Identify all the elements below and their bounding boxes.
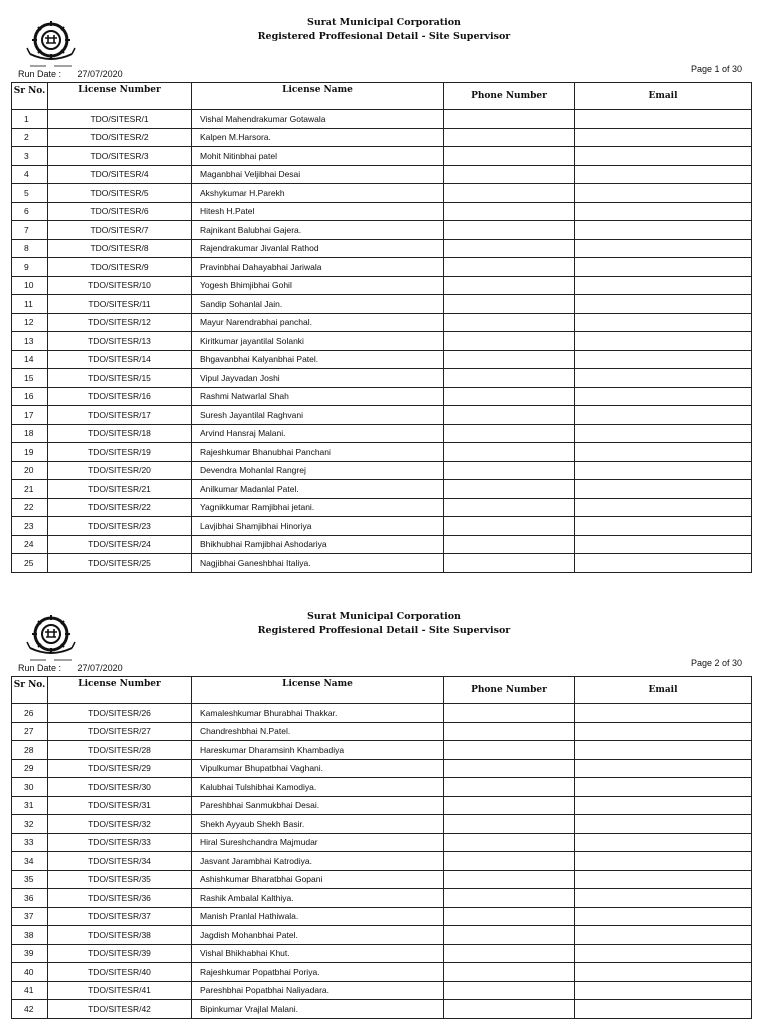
license-number-cell: TDO/SITESR/17	[48, 406, 192, 425]
table-row	[12, 759, 752, 778]
table-row	[12, 184, 752, 203]
phone-cell	[444, 535, 575, 554]
table-row	[12, 889, 752, 908]
license-number-cell: TDO/SITESR/29	[48, 759, 192, 778]
email-cell	[575, 332, 752, 351]
email-cell	[575, 796, 752, 815]
sr-cell: 1	[12, 110, 48, 129]
email-cell	[575, 424, 752, 443]
phone-cell	[444, 276, 575, 295]
license-name-cell: Rajeshkumar Bhanubhai Panchani	[192, 443, 444, 462]
phone-cell	[444, 498, 575, 517]
sr-cell: 23	[12, 517, 48, 536]
run-date-label: Run Date :	[18, 69, 62, 79]
license-number-cell: TDO/SITESR/14	[48, 350, 192, 369]
sr-cell: 5	[12, 184, 48, 203]
table-row	[12, 295, 752, 314]
col-header-sr-no: Sr No.	[12, 677, 48, 704]
sr-cell: 27	[12, 722, 48, 741]
table-row	[12, 443, 752, 462]
license-name-cell: Hitesh H.Patel	[192, 202, 444, 221]
email-cell	[575, 815, 752, 834]
table-row	[12, 778, 752, 797]
phone-cell	[444, 833, 575, 852]
table-row	[12, 221, 752, 240]
sr-cell: 7	[12, 221, 48, 240]
sr-cell: 32	[12, 815, 48, 834]
email-cell	[575, 313, 752, 332]
license-name-cell: Hareskumar Dharamsinh Khambadiya	[192, 741, 444, 760]
email-cell	[575, 350, 752, 369]
email-cell	[575, 944, 752, 963]
license-name-cell: Rajeshkumar Popatbhai Poriya.	[192, 963, 444, 982]
sr-cell: 37	[12, 907, 48, 926]
phone-cell	[444, 110, 575, 129]
sr-cell: 38	[12, 926, 48, 945]
license-number-cell: TDO/SITESR/11	[48, 295, 192, 314]
table-row	[12, 165, 752, 184]
license-number-cell: TDO/SITESR/35	[48, 870, 192, 889]
email-cell	[575, 147, 752, 166]
phone-cell	[444, 944, 575, 963]
table-row	[12, 833, 752, 852]
phone-cell	[444, 722, 575, 741]
email-cell	[575, 722, 752, 741]
phone-cell	[444, 350, 575, 369]
license-number-cell: TDO/SITESR/4	[48, 165, 192, 184]
phone-cell	[444, 406, 575, 425]
email-cell	[575, 221, 752, 240]
email-cell	[575, 239, 752, 258]
email-cell	[575, 833, 752, 852]
phone-cell	[444, 332, 575, 351]
license-name-cell: Pareshbhai Sanmukbhai Desai.	[192, 796, 444, 815]
sr-cell: 20	[12, 461, 48, 480]
table-row	[12, 406, 752, 425]
phone-cell	[444, 517, 575, 536]
phone-cell	[444, 165, 575, 184]
email-cell	[575, 759, 752, 778]
email-cell	[575, 1000, 752, 1019]
phone-cell	[444, 128, 575, 147]
license-number-cell: TDO/SITESR/37	[48, 907, 192, 926]
license-name-cell: Mohit Nitinbhai patel	[192, 147, 444, 166]
license-number-cell: TDO/SITESR/42	[48, 1000, 192, 1019]
phone-cell	[444, 907, 575, 926]
license-name-cell: Vipulkumar Bhupatbhai Vaghani.	[192, 759, 444, 778]
license-number-cell: TDO/SITESR/16	[48, 387, 192, 406]
col-header-license-name: License Name	[192, 83, 444, 110]
license-name-cell: Rajendrakumar Jivanlal Rathod	[192, 239, 444, 258]
email-cell	[575, 387, 752, 406]
license-number-cell: TDO/SITESR/36	[48, 889, 192, 908]
phone-cell	[444, 759, 575, 778]
sr-cell: 13	[12, 332, 48, 351]
table-header-row	[12, 677, 752, 704]
license-name-cell: Vishal Mahendrakumar Gotawala	[192, 110, 444, 129]
phone-cell	[444, 704, 575, 723]
license-name-cell: Kamaleshkumar Bhurabhai Thakkar.	[192, 704, 444, 723]
sr-cell: 9	[12, 258, 48, 277]
license-number-cell: TDO/SITESR/5	[48, 184, 192, 203]
table-row	[12, 1000, 752, 1019]
license-number-cell: TDO/SITESR/33	[48, 833, 192, 852]
sr-cell: 33	[12, 833, 48, 852]
license-name-cell: Maganbhai Veljibhai Desai	[192, 165, 444, 184]
sr-cell: 17	[12, 406, 48, 425]
org-name: Surat Municipal Corporation	[307, 17, 461, 28]
sr-cell: 35	[12, 870, 48, 889]
license-number-cell: TDO/SITESR/25	[48, 554, 192, 573]
table-row	[12, 350, 752, 369]
license-name-cell: Lavjibhai Shamjibhai Hinoriya	[192, 517, 444, 536]
license-number-cell: TDO/SITESR/23	[48, 517, 192, 536]
supervisor-table	[11, 82, 752, 573]
email-cell	[575, 258, 752, 277]
table-row	[12, 517, 752, 536]
license-name-cell: Bhikhubhai Ramjibhai Ashodariya	[192, 535, 444, 554]
license-number-cell: TDO/SITESR/34	[48, 852, 192, 871]
sr-cell: 39	[12, 944, 48, 963]
run-date-value: 27/07/2020	[77, 69, 123, 79]
license-name-cell: Suresh Jayantilal Raghvani	[192, 406, 444, 425]
license-name-cell: Sandip Sohanlal Jain.	[192, 295, 444, 314]
page-number: Page 2 of 30	[690, 658, 742, 668]
license-number-cell: TDO/SITESR/8	[48, 239, 192, 258]
table-row	[12, 498, 752, 517]
phone-cell	[444, 313, 575, 332]
phone-cell	[444, 461, 575, 480]
phone-cell	[444, 147, 575, 166]
license-name-cell: Rashmi Natwarlal Shah	[192, 387, 444, 406]
email-cell	[575, 907, 752, 926]
table-row	[12, 796, 752, 815]
sr-cell: 19	[12, 443, 48, 462]
license-number-cell: TDO/SITESR/21	[48, 480, 192, 499]
email-cell	[575, 295, 752, 314]
sr-cell: 31	[12, 796, 48, 815]
license-number-cell: TDO/SITESR/19	[48, 443, 192, 462]
license-name-cell: Rajnikant Balubhai Gajera.	[192, 221, 444, 240]
license-name-cell: Nagjibhai Ganeshbhai Italiya.	[192, 554, 444, 573]
email-cell	[575, 184, 752, 203]
report-header	[0, 16, 768, 44]
license-number-cell: TDO/SITESR/27	[48, 722, 192, 741]
email-cell	[575, 443, 752, 462]
email-cell	[575, 461, 752, 480]
license-name-cell: Bhgavanbhai Kalyanbhai Patel.	[192, 350, 444, 369]
phone-cell	[444, 387, 575, 406]
license-number-cell: TDO/SITESR/1	[48, 110, 192, 129]
sr-cell: 41	[12, 981, 48, 1000]
sr-cell: 29	[12, 759, 48, 778]
email-cell	[575, 517, 752, 536]
license-number-cell: TDO/SITESR/38	[48, 926, 192, 945]
license-number-cell: TDO/SITESR/2	[48, 128, 192, 147]
license-number-cell: TDO/SITESR/12	[48, 313, 192, 332]
license-name-cell: Bipinkumar Vrajlal Malani.	[192, 1000, 444, 1019]
email-cell	[575, 535, 752, 554]
sr-cell: 36	[12, 889, 48, 908]
license-number-cell: TDO/SITESR/24	[48, 535, 192, 554]
license-name-cell: Vishal Bhikhabhai Khut.	[192, 944, 444, 963]
license-number-cell: TDO/SITESR/3	[48, 147, 192, 166]
table-row	[12, 944, 752, 963]
col-header-phone-number: Phone Number	[444, 677, 575, 704]
phone-cell	[444, 870, 575, 889]
email-cell	[575, 741, 752, 760]
run-date-value: 27/07/2020	[77, 663, 123, 673]
table-row	[12, 128, 752, 147]
col-header-sr-no: Sr No.	[12, 83, 48, 110]
run-date	[18, 663, 123, 673]
sr-cell: 16	[12, 387, 48, 406]
phone-cell	[444, 202, 575, 221]
phone-cell	[444, 369, 575, 388]
license-number-cell: TDO/SITESR/30	[48, 778, 192, 797]
table-row	[12, 815, 752, 834]
license-name-cell: Kalubhai Tulshibhai Kamodiya.	[192, 778, 444, 797]
table-row	[12, 981, 752, 1000]
sr-cell: 10	[12, 276, 48, 295]
phone-cell	[444, 889, 575, 908]
table-row	[12, 535, 752, 554]
table-row	[12, 369, 752, 388]
phone-cell	[444, 852, 575, 871]
sr-cell: 2	[12, 128, 48, 147]
license-number-cell: TDO/SITESR/18	[48, 424, 192, 443]
table-row	[12, 870, 752, 889]
run-date-label: Run Date :	[18, 663, 62, 673]
license-number-cell: TDO/SITESR/20	[48, 461, 192, 480]
phone-cell	[444, 554, 575, 573]
sr-cell: 8	[12, 239, 48, 258]
phone-cell	[444, 963, 575, 982]
table-row	[12, 332, 752, 351]
license-name-cell: Kiritkumar jayantilal Solanki	[192, 332, 444, 351]
license-number-cell: TDO/SITESR/7	[48, 221, 192, 240]
supervisor-table	[11, 676, 752, 1019]
phone-cell	[444, 221, 575, 240]
sr-cell: 21	[12, 480, 48, 499]
license-name-cell: Shekh Ayyaub Shekh Basir.	[192, 815, 444, 834]
license-name-cell: Pravinbhai Dahayabhai Jariwala	[192, 258, 444, 277]
license-name-cell: Ashishkumar Bharatbhai Gopani	[192, 870, 444, 889]
sr-cell: 22	[12, 498, 48, 517]
sr-cell: 34	[12, 852, 48, 871]
email-cell	[575, 406, 752, 425]
license-name-cell: Jasvant Jarambhai Katrodiya.	[192, 852, 444, 871]
license-name-cell: Chandreshbhai N.Patel.	[192, 722, 444, 741]
sr-cell: 11	[12, 295, 48, 314]
license-number-cell: TDO/SITESR/32	[48, 815, 192, 834]
sr-cell: 14	[12, 350, 48, 369]
email-cell	[575, 202, 752, 221]
table-row	[12, 907, 752, 926]
table-row	[12, 276, 752, 295]
sr-cell: 3	[12, 147, 48, 166]
email-cell	[575, 498, 752, 517]
email-cell	[575, 963, 752, 982]
license-number-cell: TDO/SITESR/31	[48, 796, 192, 815]
table-row	[12, 424, 752, 443]
license-name-cell: Yagnikkumar Ramjibhai jetani.	[192, 498, 444, 517]
phone-cell	[444, 741, 575, 760]
col-header-email: Email	[575, 83, 752, 110]
license-name-cell: Akshykumar H.Parekh	[192, 184, 444, 203]
table-row	[12, 722, 752, 741]
col-header-license-name: License Name	[192, 677, 444, 704]
report-header	[0, 610, 768, 638]
license-number-cell: TDO/SITESR/9	[48, 258, 192, 277]
phone-cell	[444, 815, 575, 834]
email-cell	[575, 369, 752, 388]
license-number-cell: TDO/SITESR/39	[48, 944, 192, 963]
table-row	[12, 147, 752, 166]
table-row	[12, 852, 752, 871]
license-number-cell: TDO/SITESR/22	[48, 498, 192, 517]
email-cell	[575, 926, 752, 945]
sr-cell: 42	[12, 1000, 48, 1019]
table-row	[12, 480, 752, 499]
license-number-cell: TDO/SITESR/6	[48, 202, 192, 221]
license-name-cell: Devendra Mohanlal Rangrej	[192, 461, 444, 480]
phone-cell	[444, 796, 575, 815]
email-cell	[575, 889, 752, 908]
col-header-phone-number: Phone Number	[444, 83, 575, 110]
phone-cell	[444, 184, 575, 203]
license-name-cell: Rashik Ambalal Kalthiya.	[192, 889, 444, 908]
license-number-cell: TDO/SITESR/10	[48, 276, 192, 295]
email-cell	[575, 778, 752, 797]
email-cell	[575, 852, 752, 871]
license-name-cell: Manish Pranlal Hathiwala.	[192, 907, 444, 926]
sr-cell: 18	[12, 424, 48, 443]
page-number: Page 1 of 30	[690, 64, 742, 74]
license-name-cell: Pareshbhai Popatbhai Naliyadara.	[192, 981, 444, 1000]
phone-cell	[444, 258, 575, 277]
email-cell	[575, 165, 752, 184]
phone-cell	[444, 981, 575, 1000]
sr-cell: 6	[12, 202, 48, 221]
license-name-cell: Hiral Sureshchandra Majmudar	[192, 833, 444, 852]
email-cell	[575, 554, 752, 573]
license-number-cell: TDO/SITESR/40	[48, 963, 192, 982]
table-row	[12, 202, 752, 221]
phone-cell	[444, 424, 575, 443]
sr-cell: 25	[12, 554, 48, 573]
license-name-cell: Anilkumar Madanlal Patel.	[192, 480, 444, 499]
table-row	[12, 704, 752, 723]
phone-cell	[444, 778, 575, 797]
phone-cell	[444, 443, 575, 462]
table-row	[12, 387, 752, 406]
col-header-license-number: License Number	[48, 677, 192, 704]
license-number-cell: TDO/SITESR/28	[48, 741, 192, 760]
sr-cell: 40	[12, 963, 48, 982]
table-header-row	[12, 83, 752, 110]
report-subtitle: Registered Proffesional Detail - Site Supervisor	[257, 31, 511, 42]
license-number-cell: TDO/SITESR/26	[48, 704, 192, 723]
table-row	[12, 258, 752, 277]
license-number-cell: TDO/SITESR/41	[48, 981, 192, 1000]
license-name-cell: Kalpen M.Harsora.	[192, 128, 444, 147]
table-row	[12, 926, 752, 945]
sr-cell: 30	[12, 778, 48, 797]
email-cell	[575, 110, 752, 129]
col-header-license-number: License Number	[48, 83, 192, 110]
license-number-cell: TDO/SITESR/13	[48, 332, 192, 351]
license-name-cell: Mayur Narendrabhai panchal.	[192, 313, 444, 332]
table-row	[12, 554, 752, 573]
license-name-cell: Arvind Hansraj Malani.	[192, 424, 444, 443]
table-row	[12, 461, 752, 480]
table-row	[12, 239, 752, 258]
sr-cell: 24	[12, 535, 48, 554]
run-date	[18, 69, 123, 79]
table-row	[12, 741, 752, 760]
license-name-cell: Vipul Jayvadan Joshi	[192, 369, 444, 388]
sr-cell: 15	[12, 369, 48, 388]
report-subtitle: Registered Proffesional Detail - Site Supervisor	[257, 625, 511, 636]
sr-cell: 28	[12, 741, 48, 760]
table-row	[12, 110, 752, 129]
table-row	[12, 963, 752, 982]
org-name: Surat Municipal Corporation	[307, 611, 461, 622]
sr-cell: 4	[12, 165, 48, 184]
phone-cell	[444, 480, 575, 499]
col-header-email: Email	[575, 677, 752, 704]
email-cell	[575, 276, 752, 295]
email-cell	[575, 981, 752, 1000]
phone-cell	[444, 239, 575, 258]
sr-cell: 26	[12, 704, 48, 723]
phone-cell	[444, 295, 575, 314]
email-cell	[575, 704, 752, 723]
table-row	[12, 313, 752, 332]
email-cell	[575, 480, 752, 499]
phone-cell	[444, 1000, 575, 1019]
license-name-cell: Yogesh Bhimjibhai Gohil	[192, 276, 444, 295]
sr-cell: 12	[12, 313, 48, 332]
license-number-cell: TDO/SITESR/15	[48, 369, 192, 388]
license-name-cell: Jagdish Mohanbhai Patel.	[192, 926, 444, 945]
phone-cell	[444, 926, 575, 945]
email-cell	[575, 128, 752, 147]
email-cell	[575, 870, 752, 889]
